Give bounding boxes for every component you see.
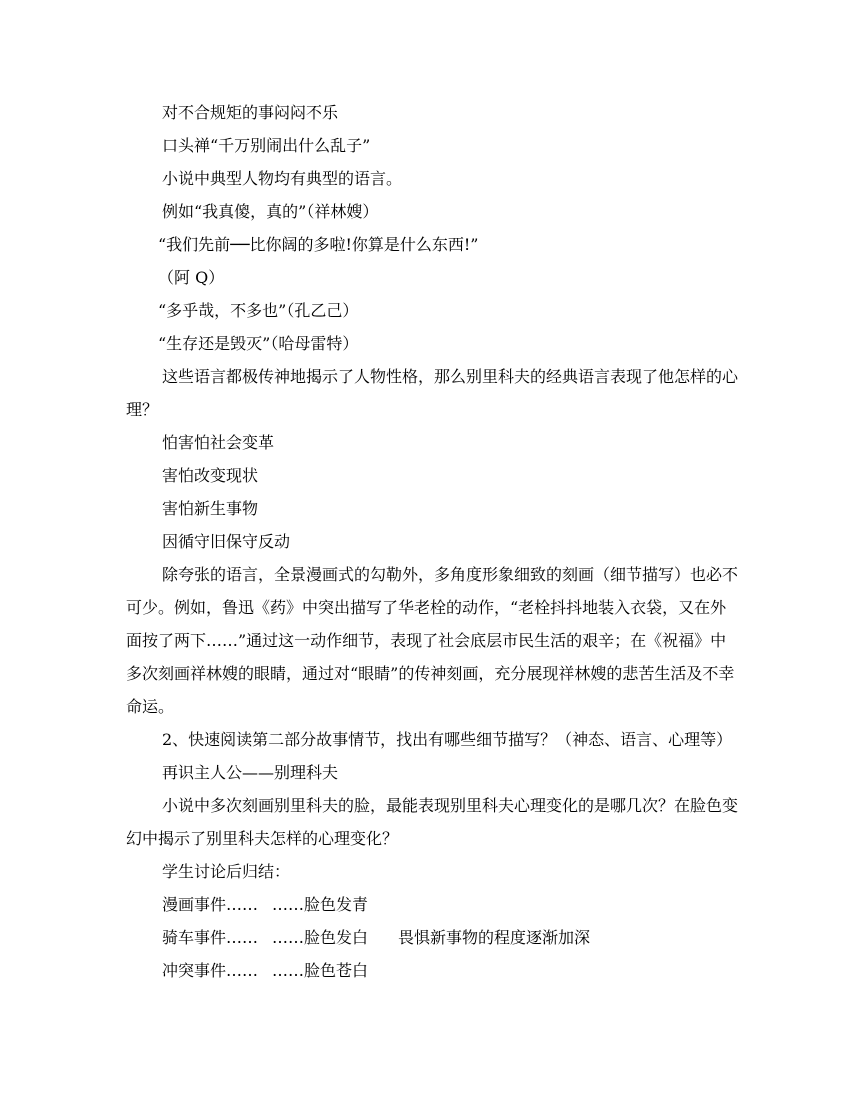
event-row: [126, 954, 738, 987]
text-line: 学生讨论后归结：: [162, 862, 291, 881]
paragraph: 2、快速阅读第二部分故事情节，找出有哪些细节描写？（神态、语言、心理等）: [162, 730, 733, 749]
text-line: 再识主人公——别理科夫: [162, 763, 339, 782]
text-line: “生存还是毁灭”（哈母雷特）: [158, 334, 359, 353]
text-line: 因循守旧保守反动: [162, 532, 291, 551]
document-body: [126, 96, 738, 987]
event-face: ……脸色发青: [272, 895, 369, 914]
paragraph: 这些语言都极传神地揭示了人物性格，那么别里科夫的经典语言表现了他怎样的心理？: [126, 367, 739, 419]
event-name: 漫画事件……: [162, 895, 259, 914]
text-line: 怕害怕社会变革: [162, 433, 275, 452]
text-line: （阿 Q）: [158, 268, 225, 287]
text-line: 例如“我真傻，真的”（祥林嫂）: [162, 202, 379, 221]
text-line: 害怕改变现状: [162, 466, 259, 485]
event-face: ……脸色苍白: [272, 961, 369, 980]
text-line: “我们先前──比你阔的多啦!你算是什么东西!”: [158, 235, 479, 254]
event-note: 畏惧新事物的程度逐渐加深: [398, 928, 591, 947]
text-line: 口头禅“千万别闹出什么乱子”: [162, 136, 371, 155]
event-row: [126, 921, 738, 954]
event-row: [126, 888, 738, 921]
paragraph: 小说中多次刻画别里科夫的脸，最能表现别里科夫心理变化的是哪几次？在脸色变幻中揭示了别里科夫怎样的心理变化？: [126, 796, 739, 848]
event-name: 冲突事件……: [162, 961, 259, 980]
text-line: 小说中典型人物均有典型的语言。: [162, 169, 403, 188]
text-line: 害怕新生事物: [162, 499, 259, 518]
text-line: “多乎哉，不多也”（孔乙己）: [158, 301, 359, 320]
event-face: ……脸色发白: [272, 928, 369, 947]
text-line: 对不合规矩的事闷闷不乐: [162, 103, 339, 122]
paragraph: 除夸张的语言，全景漫画式的勾勒外，多角度形象细致的刻画（细节描写）也必不可少。例如，鲁迅《药》中突出描写了华老栓的动作，“老栓抖抖地装入衣袋，又在外面按了两下……”通过这一动作细节，表现了社会底层市民生活的艰辛；在《祝福》中多次刻画祥林嫂的眼睛，通过对“眼睛”的传神刻画，充分展现祥林嫂的悲苦生活及不幸命运。: [126, 565, 739, 716]
event-name: 骑车事件……: [162, 928, 259, 947]
